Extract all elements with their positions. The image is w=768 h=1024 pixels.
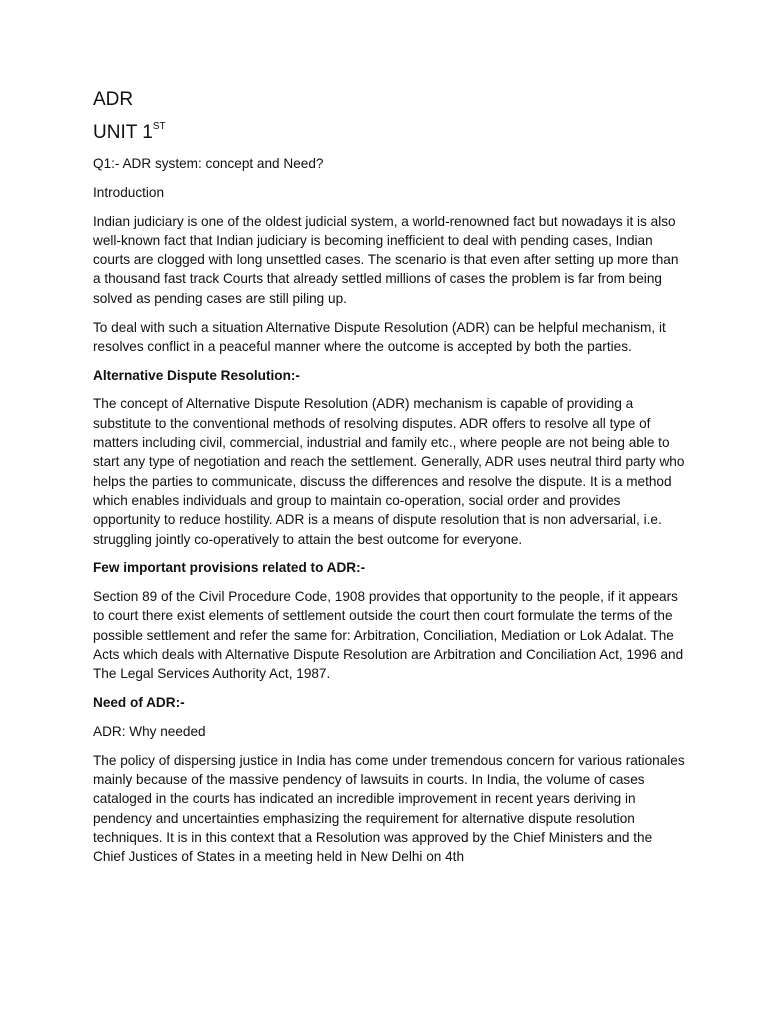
- intro-paragraph-2: To deal with such a situation Alternative Dispute Resolution (ADR) can be helpful mechanism, it resolves conflict in a peaceful manner where the outcome is accepted by both the parties.: [93, 319, 666, 354]
- question-line: Q1:- ADR system: concept and Need?: [93, 156, 324, 171]
- need-section-heading: Need of ADR:-: [93, 695, 185, 711]
- provisions-section-heading: Few important provisions related to ADR:-: [93, 560, 366, 576]
- need-paragraph: The policy of dispersing justice in India has come under tremendous concern for various rationales mainly because of the massive pendency of lawsuits in courts. In India, the volume of cases cataloged in the courts has indicated an incredible improvement in recent years deriving in pendency and uncertainties emphasizing the requirement for alternative dispute resolution techniques. It is in this context that a Resolution was approved by the Chief Ministers and the Chief Justices of States in a meeting held in New Delhi on 4th: [93, 752, 685, 865]
- adr-section-heading: Alternative Dispute Resolution:-: [93, 367, 300, 383]
- unit-label: UNIT 1: [93, 122, 153, 143]
- introduction-heading: Introduction: [93, 184, 165, 200]
- unit-superscript: ST: [152, 121, 166, 132]
- provisions-paragraph: Section 89 of the Civil Procedure Code, 1908 provides that opportunity to the people, if it appears to court there exist elements of settlement outside the court then court formulate the terms of the possible settlement and refer the same for: Arbitration, Conciliation, Mediation or Lok Adalat. The Acts which deals with Alternative Dispute Resolution are Arbitration and Conciliation Act, 1996 and The Legal Services Authority Act, 1987.: [93, 589, 684, 682]
- document-title: ADR: [93, 89, 134, 110]
- unit-heading: [93, 121, 685, 145]
- document-page: [93, 88, 685, 876]
- intro-paragraph-1: Indian judiciary is one of the oldest judicial system, a world-renowned fact but nowadays it is also well-known fact that Indian judiciary is becoming inefficient to deal with pending cases, Indian courts are clogged with long unsettled cases. The scenario is that even after setting up more than a thousand fast track Courts that already settled millions of cases the problem is far from being solved as pending cases are still piling up.: [93, 213, 679, 306]
- adr-concept-paragraph: The concept of Alternative Dispute Resolution (ADR) mechanism is capable of providing a substitute to the conventional methods of resolving disputes. ADR offers to resolve all type of matters including civil, commercial, industrial and family etc., where people are not being able to start any type of negotiation and reach the settlement. Generally, ADR uses neutral third party who helps the parties to communicate, discuss the differences and resolve the dispute. It is a method which enables individuals and group to maintain co-operation, social order and provides opportunity to reduce hostility. ADR is a means of dispute resolution that is non adversarial, i.e. struggling jointly co-operatively to attain the best outcome for everyone.: [93, 396, 685, 547]
- why-needed-subheading: ADR: Why needed: [93, 723, 206, 739]
